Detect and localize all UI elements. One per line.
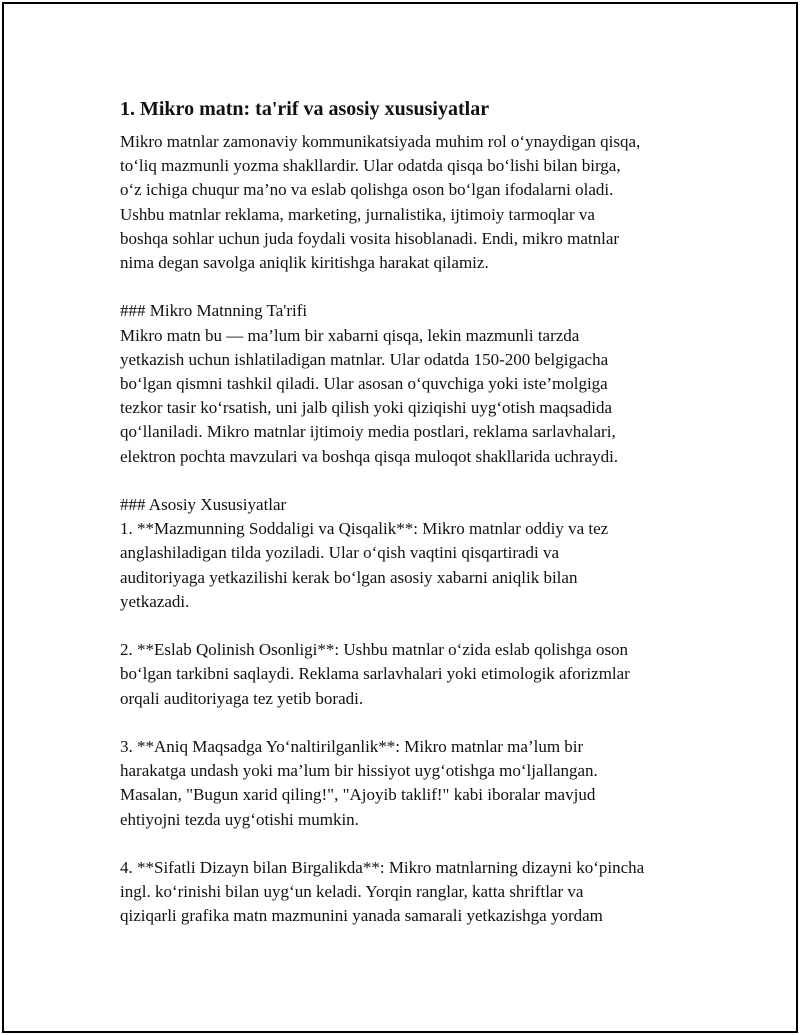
document-title: 1. Mikro matn: ta'rif va asosiy xususiyatlar: [120, 98, 490, 120]
text-line: Masalan, "Bugun xarid qiling!", "Ajoyib taklif!" kabi iboralar mavjud: [120, 785, 596, 805]
text-line: to‘liq mazmunli yozma shakllardir. Ular odatda qisqa bo‘lishi bilan birga,: [120, 156, 621, 176]
text-line: 2. **Eslab Qolinish Osonligi**: Ushbu matnlar o‘zida eslab qolishga oson: [120, 640, 629, 660]
text-line: Ushbu matnlar reklama, marketing, jurnalistika, ijtimoiy tarmoqlar va: [120, 204, 595, 224]
text-line: boshqa sohlar uchun juda foydali vosita hisoblanadi. Endi, mikro matnlar: [120, 228, 620, 248]
document-body: [120, 96, 700, 929]
feature-item-2: [120, 638, 700, 711]
document-page: [2, 2, 798, 1033]
text-line: 3. **Aniq Maqsadga Yo‘naltirilganlik**: Mikro matnlar ma’lum bir: [120, 737, 584, 757]
text-line: Mikro matnlar zamonaviy kommunikatsiyada muhim rol o‘ynaydigan qisqa,: [120, 132, 641, 151]
text-line: yetkazish uchun ishlatiladigan matnlar. Ular odatda 150-200 belgigacha: [120, 349, 609, 369]
text-line: qiziqarli grafika matn mazmunini yanada samarali yetkazishga yordam: [120, 906, 603, 926]
text-line: ehtiyojni tezda uyg‘otishi mumkin.: [120, 809, 359, 829]
text-line: auditoriyaga yetkazilishi kerak bo‘lgan asosiy xabarni aniqlik bilan: [120, 567, 578, 587]
paragraph-gap: [120, 614, 700, 638]
text-line: anglashiladigan tilda yoziladi. Ular o‘qish vaqtini qisqartiradi va: [120, 543, 560, 563]
text-line: 1. **Mazmunning Soddaligi va Qisqalik**: Mikro matnlar oddiy va tez: [120, 519, 609, 539]
text-line: harakatga undash yoki ma’lum bir hissiyot uyg‘otishga mo‘ljallangan.: [120, 761, 598, 781]
text-line: bo‘lgan tarkibni saqlaydi. Reklama sarlavhalari yoki etimologik aforizmlar: [120, 664, 630, 684]
text-line: qo‘llaniladi. Mikro matnlar ijtimoiy media postlari, reklama sarlavhalari,: [120, 422, 616, 442]
text-line: orqali auditoriyaga tez yetib boradi.: [120, 688, 364, 708]
feature-item-3: [120, 735, 700, 832]
paragraph-gap: [120, 469, 700, 493]
text-line: yetkazadi.: [120, 591, 190, 611]
text-line: elektron pochta mavzulari va boshqa qisqa muloqot shakllarida uchraydi.: [120, 446, 619, 466]
text-line: o‘z ichiga chuqur ma’no va eslab qolishga oson bo‘lgan ifodalarni oladi.: [120, 180, 614, 200]
text-line: tezkor tasir ko‘rsatish, uni jalb qilish yoki qiziqishi uyg‘otish maqsadida: [120, 398, 612, 418]
definition-section: [120, 299, 700, 468]
intro-paragraph: [120, 130, 700, 275]
feature-item-4: [120, 856, 700, 929]
text-line: nima degan savolga aniqlik kiritishga harakat qilamiz.: [120, 253, 489, 273]
text-line: ingl. ko‘rinishi bilan uyg‘un keladi. Yorqin ranglar, katta shriftlar va: [120, 882, 584, 902]
paragraph-gap: [120, 275, 700, 299]
paragraph-gap: [120, 711, 700, 735]
paragraph-gap: [120, 832, 700, 856]
features-section: [120, 493, 700, 614]
section-heading: ### Mikro Matnning Ta'rifi: [120, 301, 308, 321]
text-line: bo‘lgan qismni tashkil qiladi. Ular asosan o‘quvchiga yoki iste’molgiga: [120, 374, 608, 394]
text-line: 4. **Sifatli Dizayn bilan Birgalikda**: Mikro matnlarning dizayni ko‘pincha: [120, 858, 645, 878]
text-line: Mikro matn bu — ma’lum bir xabarni qisqa, lekin mazmunli tarzda: [120, 325, 580, 345]
section-heading: ### Asosiy Xususiyatlar: [120, 495, 287, 515]
